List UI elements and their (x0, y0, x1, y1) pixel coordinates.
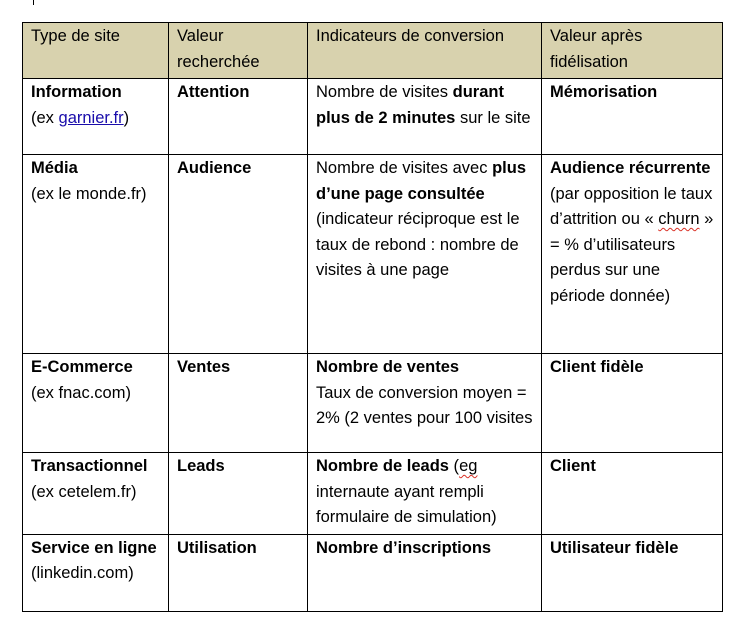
site-type-example: (ex fnac.com) (31, 383, 131, 402)
cell-site-type (23, 155, 169, 354)
loyalty-value: Client (550, 457, 596, 475)
indicator-text: Nombre de visites (316, 83, 453, 101)
cell-sought-value (169, 453, 308, 535)
indicator-bold: Nombre de ventes (316, 358, 460, 376)
site-types-table (22, 22, 723, 612)
table-row (23, 354, 723, 453)
loyalty-value: Mémorisation (550, 83, 658, 101)
table-row (23, 155, 723, 354)
sought-value: Audience (177, 159, 252, 177)
cell-loyalty-value (542, 534, 723, 611)
cell-conversion-indicator (308, 354, 542, 453)
loyalty-value: Audience récurrente (550, 159, 711, 177)
indicator-text-end: sur le site (455, 108, 531, 127)
loyalty-value: Utilisateur fidèle (550, 538, 679, 557)
cell-sought-value (169, 155, 308, 354)
cell-sought-value (169, 79, 308, 155)
example-close: ) (123, 108, 130, 127)
indicator-bold: plus d’une page consultée (316, 159, 526, 203)
header-loyalty-value: Valeur après fidélisation (542, 23, 723, 79)
loyalty-text: (par opposition le taux d’attrition ou « (550, 184, 713, 228)
site-type-example: (linkedin.com) (31, 564, 134, 582)
cell-conversion-indicator (308, 534, 542, 611)
indicator-bold: durant plus de 2 minutes (316, 83, 504, 127)
cell-sought-value (169, 534, 308, 611)
cell-loyalty-value (542, 155, 723, 354)
cell-loyalty-value (542, 453, 723, 535)
indicator-bold: Nombre d’inscriptions (316, 538, 492, 557)
indicator-text-end: internaute ayant rempli formulaire de simulation) (316, 482, 497, 526)
text-cursor (33, 0, 34, 5)
cell-conversion-indicator (308, 155, 542, 354)
site-type-example: (ex cetelem.fr) (31, 482, 137, 501)
spellcheck-word: eg (459, 457, 478, 475)
site-type-name: Média (31, 159, 78, 177)
indicator-bold: Nombre de leads (316, 457, 449, 475)
table-row (23, 79, 723, 155)
sought-value: Leads (177, 457, 225, 475)
cell-site-type (23, 79, 169, 155)
cell-site-type (23, 354, 169, 453)
loyalty-value: Client fidèle (550, 358, 644, 376)
cell-site-type (23, 534, 169, 611)
cell-loyalty-value (542, 79, 723, 155)
header-conversion-indicators: Indicateurs de conversion (308, 23, 542, 79)
cell-sought-value (169, 354, 308, 453)
cell-site-type (23, 453, 169, 535)
example-link[interactable]: garnier.fr (58, 108, 124, 127)
site-type-name: E-Commerce (31, 358, 133, 376)
sought-value: Utilisation (177, 538, 257, 557)
cell-loyalty-value (542, 354, 723, 453)
loyalty-text-end: » = % d’utilisateurs perdus sur une période donnée) (550, 210, 714, 305)
cell-conversion-indicator (308, 79, 542, 155)
indicator-text: Nombre de visites avec (316, 159, 493, 177)
header-site-type: Type de site (23, 23, 169, 79)
site-type-example: (ex le monde.fr) (31, 184, 147, 203)
sought-value: Ventes (177, 358, 231, 376)
table-header-row (23, 23, 723, 79)
site-type-name: Service en ligne (31, 538, 157, 557)
table-row (23, 534, 723, 611)
site-type-name: Information (31, 83, 122, 101)
table-row (23, 453, 723, 535)
indicator-text: ( (448, 457, 460, 475)
indicator-text-end: Taux de conversion moyen = 2% (2 ventes pour 100 visites (316, 383, 533, 427)
example-open: (ex (31, 108, 59, 127)
cell-conversion-indicator (308, 453, 542, 535)
spellcheck-word: churn (658, 210, 700, 228)
indicator-text-end: (indicateur réciproque est le taux de rebond : nombre de visites à une page (316, 210, 520, 279)
header-sought-value: Valeur recherchée (169, 23, 308, 79)
site-type-name: Transactionnel (31, 457, 148, 475)
sought-value: Attention (177, 83, 250, 101)
